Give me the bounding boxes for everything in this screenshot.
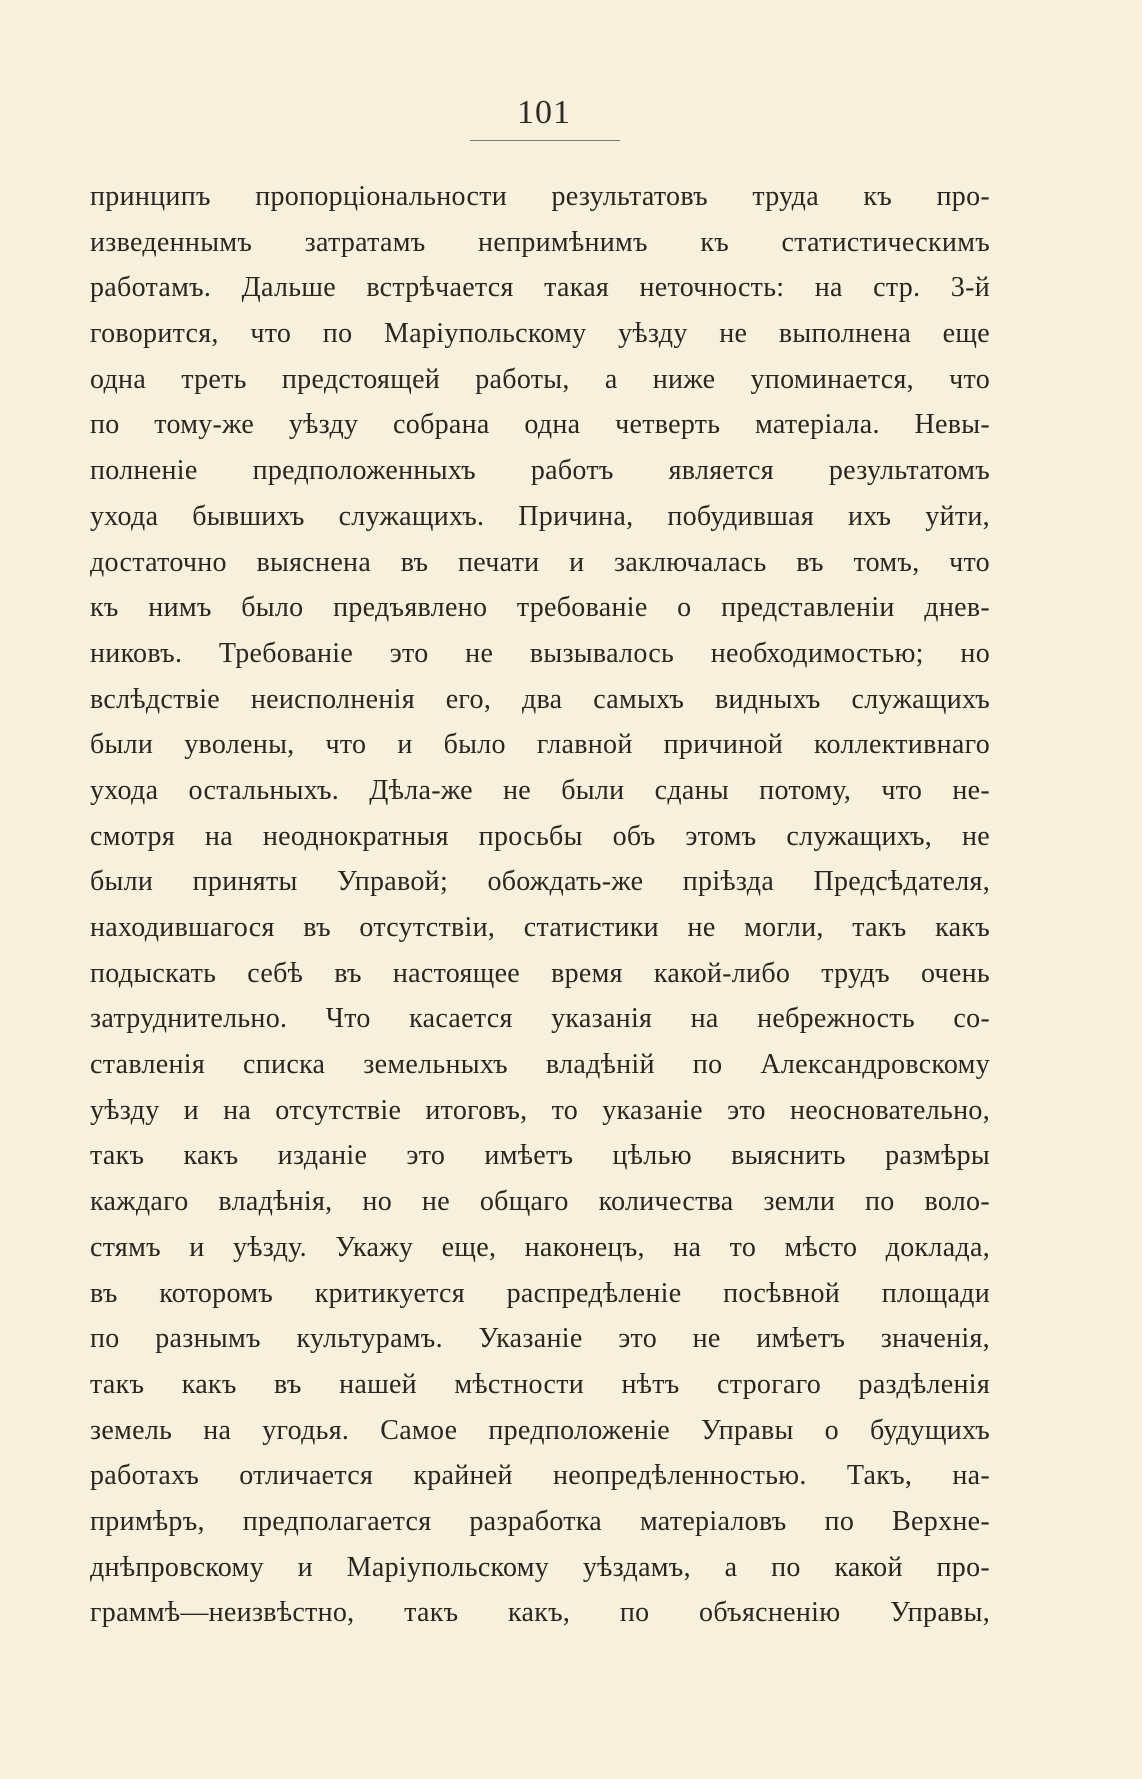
text-line: граммѣ—неизвѣстно, такъ какъ, по объясненію Управы,: [90, 1597, 990, 1629]
text-line: уѣзду и на отсутствіе итоговъ, то указаніе это неосновательно,: [90, 1094, 990, 1126]
text-line: стямъ и уѣзду. Укажу еще, наконецъ, на то мѣсто доклада,: [90, 1231, 990, 1263]
text-line: были уволены, что и было главной причиной коллективнаго: [90, 729, 990, 761]
header-rule: [470, 140, 620, 141]
text-line: вслѣдствіе неисполненія его, два самыхъ видныхъ служащихъ: [90, 683, 990, 715]
text-line: находившагося въ отсутствіи, статистики не могли, такъ какъ: [90, 912, 990, 943]
text-line: такъ какъ изданіе это имѣетъ цѣлью выяснить размѣры: [90, 1140, 990, 1172]
text-line: такъ какъ въ нашей мѣстности нѣтъ строгаго раздѣленія: [90, 1368, 990, 1400]
text-line: достаточно выяснена въ печати и заключалась въ томъ, что: [90, 546, 990, 578]
text-line: смотря на неоднократныя просьбы объ этомъ служащихъ, не: [90, 820, 990, 852]
text-line: работахъ отличается крайней неопредѣленностью. Такъ, на-: [90, 1460, 990, 1492]
text-line: работамъ. Дальше встрѣчается такая неточность: на стр. 3-й: [90, 272, 990, 304]
text-line: по разнымъ культурамъ. Указаніе это не имѣетъ значенія,: [90, 1323, 990, 1355]
text-line: никовъ. Требованіе это не вызывалось необходимостью; но: [90, 637, 990, 669]
text-line: днѣпровскому и Маріупольскому уѣздамъ, а по какой про-: [90, 1551, 990, 1583]
text-line: по тому-же уѣзду собрана одна четверть матеріала. Невы-: [90, 409, 990, 441]
text-line: изведеннымъ затратамъ непримѣнимъ къ статистическимъ: [90, 226, 990, 258]
text-line: земель на угодья. Самое предположеніе Управы о будущихъ: [90, 1414, 990, 1446]
text-line: каждаго владѣнія, но не общаго количества земли по воло-: [90, 1186, 990, 1218]
text-line: ухода бывшихъ служащихъ. Причина, побудившая ихъ уйти,: [90, 500, 990, 532]
text-line: ставленія списка земельныхъ владѣній по Александровскому: [90, 1049, 990, 1081]
text-line: въ которомъ критикуется распредѣленіе посѣвной площади: [90, 1277, 990, 1309]
text-line: говорится, что по Маріупольскому уѣзду не выполнена еще: [90, 318, 990, 350]
text-line: были приняты Управой; обождать-же пріѣзда Предсѣдателя,: [90, 866, 990, 898]
page-number: 101: [517, 94, 571, 131]
text-line: примѣръ, предполагается разработка матеріаловъ по Верхне-: [90, 1505, 990, 1537]
text-line: полненіе предположенныхъ работъ является результатомъ: [90, 455, 990, 487]
text-line: одна треть предстоящей работы, а ниже упоминается, что: [90, 363, 990, 395]
text-line: подыскать себѣ въ настоящее время какой-либо трудъ очень: [90, 957, 990, 989]
body-text: [90, 174, 990, 1636]
text-line: ухода остальныхъ. Дѣла-же не были сданы потому, что не-: [90, 774, 990, 806]
text-line: къ нимъ было предъявлено требованіе о представленіи днев-: [90, 592, 990, 624]
text-line: принципъ пропорціональности результатовъ труда къ про-: [90, 181, 990, 212]
text-line: затруднительно. Что касается указанія на небрежность со-: [90, 1003, 990, 1035]
